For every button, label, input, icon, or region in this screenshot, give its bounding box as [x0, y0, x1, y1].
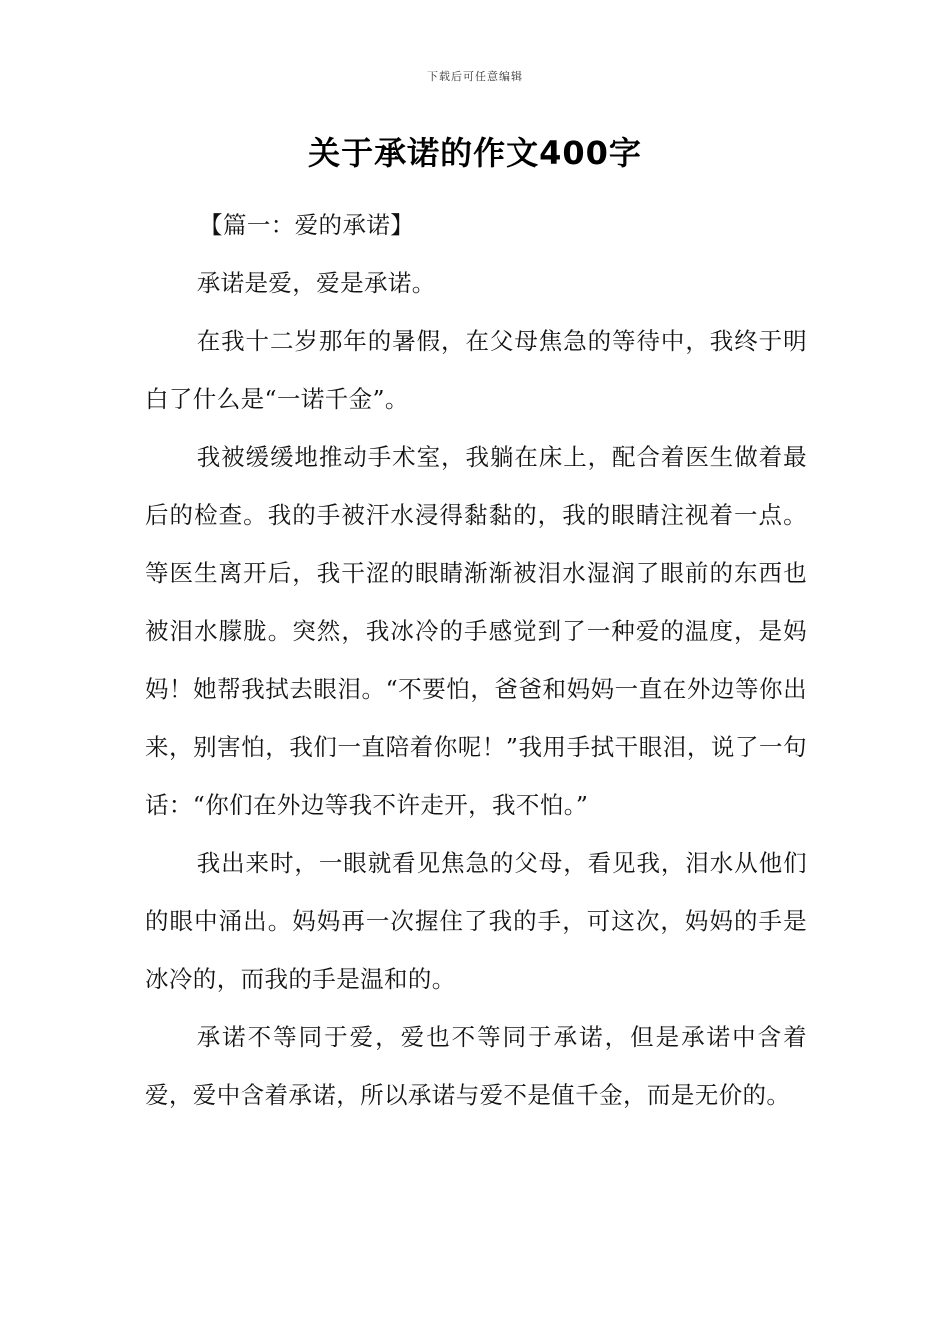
paragraph: 承诺是爱，爱是承诺。 [196, 269, 436, 297]
document-title: 关于承诺的作文400字 [308, 134, 642, 172]
section-heading: 【篇一：爱的承诺】 [199, 211, 415, 239]
header-note: 下载后可任意编辑 [427, 70, 523, 83]
paragraph: 承诺不等同于爱，爱也不等同于承诺，但是承诺中含着爱，爱中含着承诺，所以承诺与爱不是值千金，而是无价的。 [145, 1023, 807, 1109]
paragraph: 我出来时，一眼就看见焦急的父母，看见我，泪水从他们的眼中涌出。妈妈再一次握住了我的手，可这次，妈妈的手是冰冷的，而我的手是温和的。 [145, 849, 807, 993]
document-body [145, 196, 807, 1124]
paragraph: 在我十二岁那年的暑假，在父母焦急的等待中，我终于明白了什么是“一诺千金”。 [145, 327, 807, 413]
paragraph: 我被缓缓地推动手术室，我躺在床上，配合着医生做着最后的检查。我的手被汗水浸得黏黏的，我的眼睛注视着一点。等医生离开后，我干涩的眼睛渐渐被泪水湿润了眼前的东西也被泪水朦胧。突然，我冰冷的手感觉到了一种爱的温度，是妈妈！她帮我拭去眼泪。“不要怕，爸爸和妈妈一直在外边等你出来，别害怕，我们一直陪着你呢！”我用手拭干眼泪，说了一句话：“你们在外边等我不许走开，我不怕。” [145, 443, 807, 819]
